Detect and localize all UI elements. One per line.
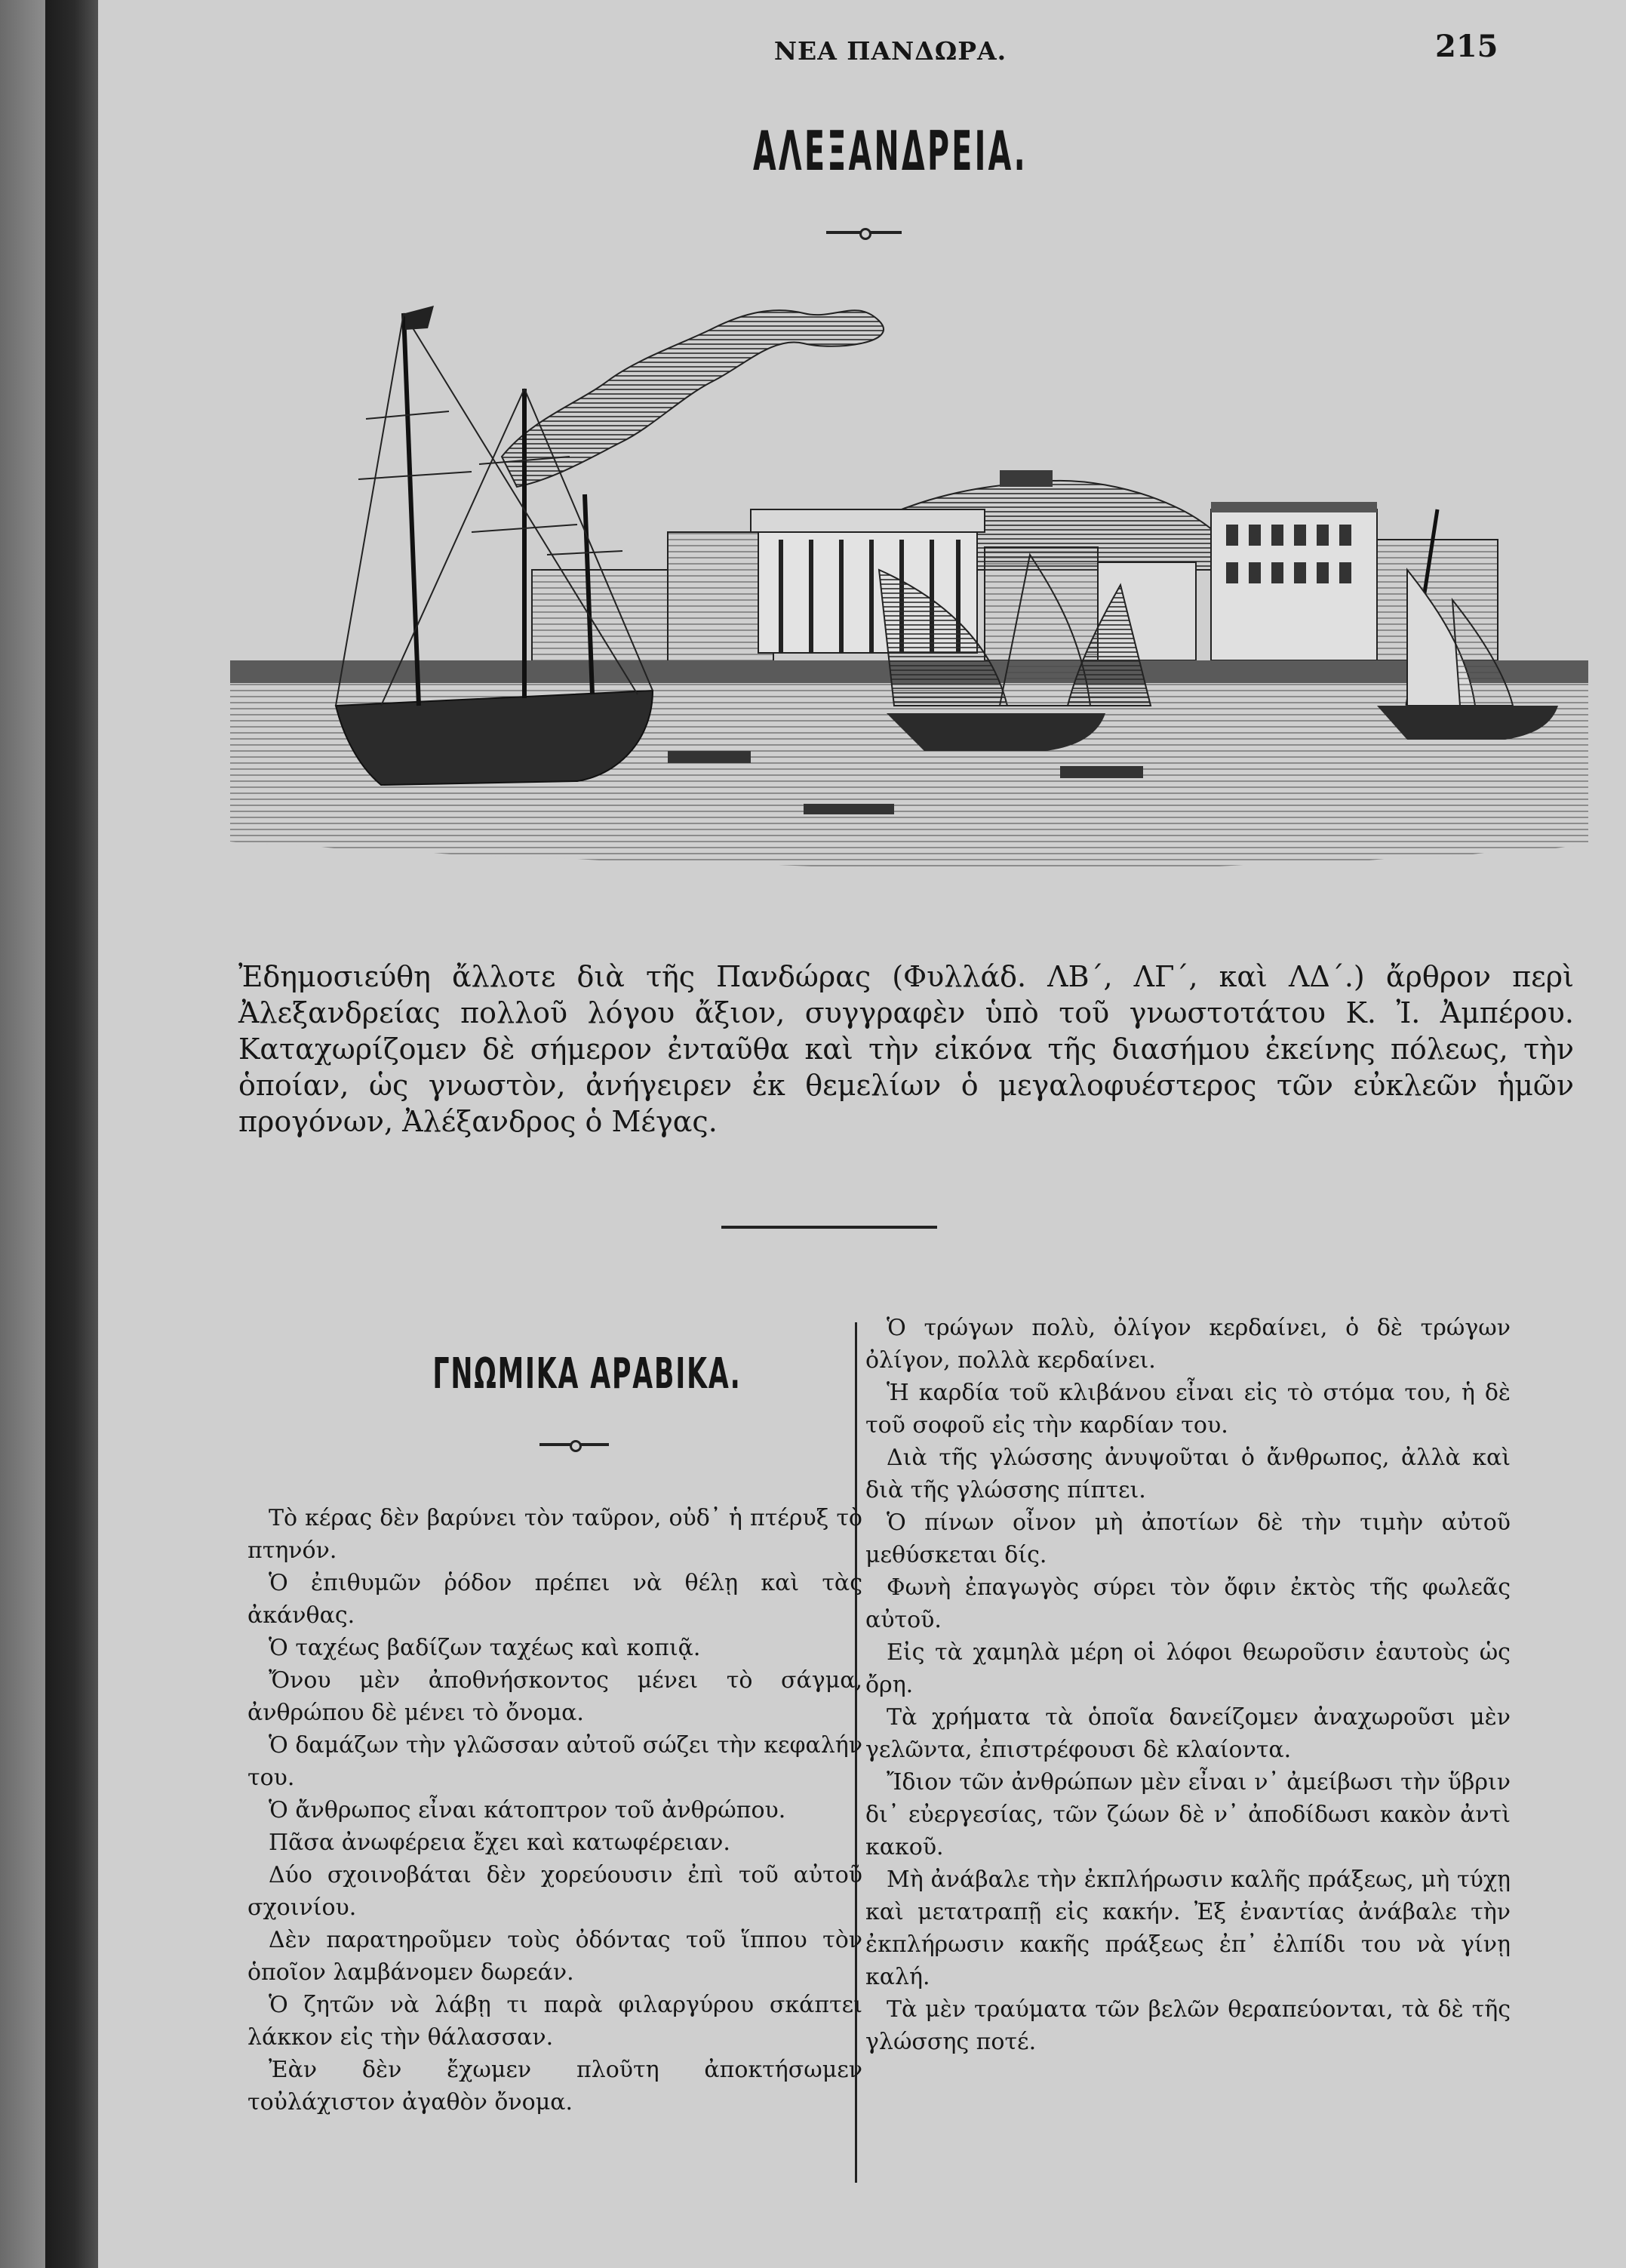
sayings-left-column (247, 1502, 862, 2119)
saying: Φωνὴ ἐπαγωγὸς σύρει τὸν ὄφιν ἐκτὸς τῆς φωλεᾶς αὐτοῦ. (865, 1574, 1511, 1633)
page-edge-shadow (0, 0, 45, 2268)
alexandria-harbor-engraving (230, 283, 1588, 879)
sayings-ornament (539, 1443, 609, 1446)
saying: Μὴ ἀνάβαλε τὴν ἐκπλήρωσιν καλῆς πράξεως, μὴ τύχῃ καὶ μετατραπῇ εἰς κακήν. Ἐξ ἐναντίας ἀνάβαλε τὴν ἐκπλήρωσιν κακῆς πράξεως ἐπ᾽ ἐλπίδι του νὰ γίνῃ καλή. (865, 1866, 1511, 1990)
saying: Ὁ ἐπιθυμῶν ῥόδον πρέπει νὰ θέλῃ καὶ τὰς ἀκάνθας. (247, 1570, 862, 1629)
saying: Ἐὰν δὲν ἔχωμεν πλοῦτη ἀποκτήσωμεν τοὐλάχιστον ἀγαθὸν ὄνομα. (247, 2057, 862, 2116)
saying: Ὁ ἄνθρωπος εἶναι κάτοπτρον τοῦ ἀνθρώπου. (269, 1797, 786, 1823)
article-title: ΑΛΕΞΑΝΔΡΕΙΑ. (753, 119, 1028, 183)
saying: Ὁ ζητῶν νὰ λάβῃ τι παρὰ φιλαργύρου σκάπτει λάκκον εἰς τὴν θάλασσαν. (247, 1992, 862, 2051)
title-ornament (826, 231, 902, 234)
saying: Τὸ κέρας δὲν βαρύνει τὸν ταῦρον, οὐδ᾽ ἡ πτέρυξ τὸ πτηνόν. (247, 1505, 862, 1564)
saying: Ὁ τρώγων πολὺ, ὀλίγον κερδαίνει, ὁ δὲ τρώγων ὀλίγον, πολλὰ κερδαίνει. (865, 1315, 1511, 1374)
saying: Εἰς τὰ χαμηλὰ μέρη οἱ λόφοι θεωροῦσιν ἑαυτοὺς ὡς ὄρη. (865, 1639, 1511, 1698)
book-gutter (45, 0, 98, 2268)
saying: Πᾶσα ἀνωφέρεια ἔχει καὶ κατωφέρειαν. (269, 1829, 730, 1856)
saying: Ὁ δαμάζων τὴν γλῶσσαν αὐτοῦ σώζει τὴν κεφαλήν του. (247, 1732, 862, 1791)
saying: Τὰ χρήματα τὰ ὁποῖα δανείζομεν ἀναχωροῦσι μὲν γελῶντα, ἐπιστρέφουσι δὲ κλαίοντα. (865, 1704, 1511, 1763)
running-head: ΝΕΑ ΠΑΝΔΩΡΑ. (773, 36, 1007, 66)
saying: Τὰ μὲν τραύματα τῶν βελῶν θεραπεύονται, τὰ δὲ τῆς γλώσσης ποτέ. (865, 1996, 1511, 2055)
saying: Ἡ καρδία τοῦ κλιβάνου εἶναι εἰς τὸ στόμα του, ἡ δὲ τοῦ σοφοῦ εἰς τὴν καρδίαν του. (865, 1380, 1511, 1439)
article-intro: Ἐδημοσιεύθη ἄλλοτε διὰ τῆς Πανδώρας (Φυλλάδ. ΛΒ΄, ΛΓ΄, καὶ ΛΔ΄.) ἄρθρον περὶ Ἀλεξανδρείας πολλοῦ λόγου ἄξιον, συγγραφὲν ὑπὸ τοῦ γνωστοτάτου Κ. Ἰ. Ἀμπέρου. Καταχωρίζομεν δὲ σήμερον ἐνταῦθα καὶ τὴν εἰκόνα τῆς διασήμου ἐκείνης πόλεως, τὴν ὁποίαν, ὡς γνωστὸν, ἀνήγειρεν ἐκ θεμελίων ὁ μεγαλοφυέστερος τῶν εὐκλεῶν ἡμῶν προγόνων, Ἀλέξανδρος ὁ Μέγας. (238, 960, 1574, 1138)
saying: Δύο σχοινοβάται δὲν χορεύουσιν ἐπὶ τοῦ αὐτοῦ σχοινίου. (247, 1862, 862, 1921)
saying: Ὁ ταχέως βαδίζων ταχέως καὶ κοπιᾷ. (269, 1635, 701, 1661)
saying: Ἴδιον τῶν ἀνθρώπων μὲν εἶναι ν᾽ ἀμείβωσι τὴν ὕβριν δι᾽ εὐεργεσίας, τῶν ζώων δὲ ν᾽ ἀποδίδωσι κακὸν ἀντὶ κακοῦ. (865, 1769, 1511, 1860)
section-rule (721, 1226, 937, 1229)
magazine-page (98, 0, 1626, 2268)
saying: Δὲν παρατηροῦμεν τοὺς ὀδόντας τοῦ ἵππου τὸν ὁποῖον λαμβάνομεν δωρεάν. (247, 1927, 862, 1986)
saying: Ὁ πίνων οἶνον μὴ ἀποτίων δὲ τὴν τιμὴν αὐτοῦ μεθύσκεται δίς. (865, 1509, 1511, 1568)
sayings-right-column (865, 1312, 1511, 2058)
page-number: 215 (1435, 29, 1498, 64)
sayings-title: ΓΝΩΜΙΚΑ ΑΡΑΒΙΚΑ. (432, 1349, 742, 1399)
saying: Διὰ τῆς γλώσσης ἀνυψοῦται ὁ ἄνθρωπος, ἀλλὰ καὶ διὰ τῆς γλώσσης πίπτει. (865, 1445, 1511, 1503)
saying: Ὄνου μὲν ἀποθνήσκοντος μένει τὸ σάγμα, ἀνθρώπου δὲ μένει τὸ ὄνομα. (247, 1667, 862, 1726)
